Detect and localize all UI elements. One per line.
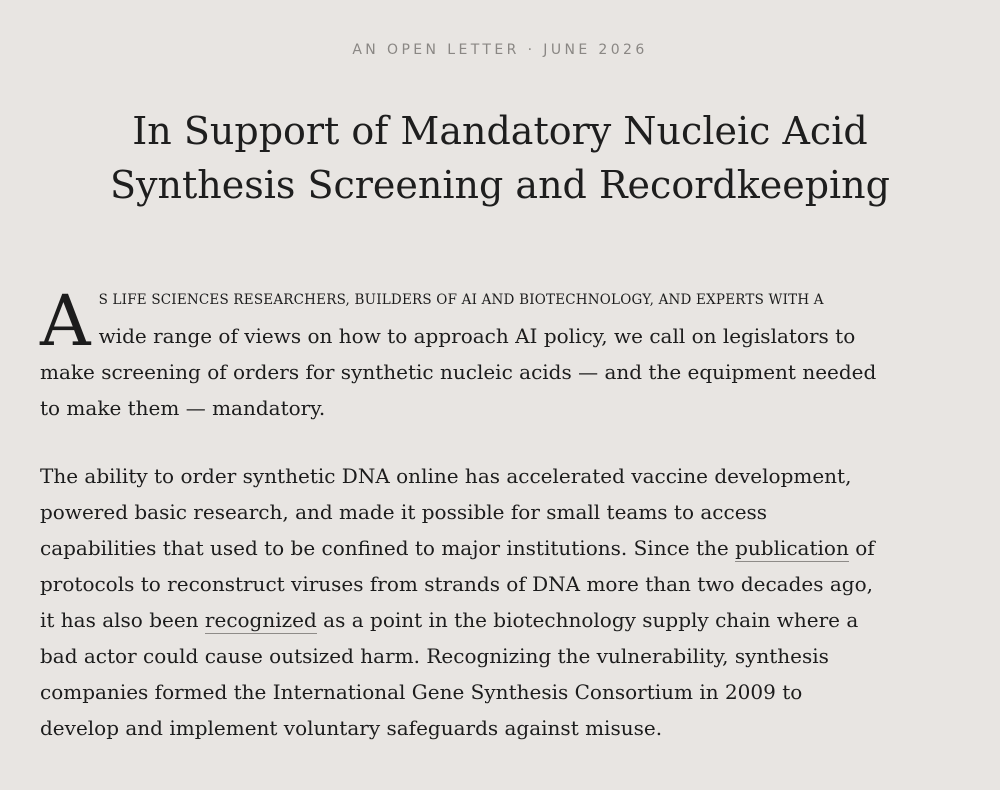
body-line-8: develop and implement voluntary safeguards against misuse. <box>40 716 663 740</box>
intro-paragraph <box>40 282 962 426</box>
body-line-5 <box>40 602 962 638</box>
drop-cap: A <box>40 280 91 362</box>
body-line-5-pre: it has also been <box>40 608 205 632</box>
page-title: In Support of Mandatory Nucleic Acid Synthesis Screening and Recordkeeping <box>110 109 890 207</box>
publication-link[interactable]: publication <box>735 536 849 560</box>
body-line-3-pre: capabilities that used to be confined to major institutions. Since the <box>40 536 736 560</box>
body-paragraph <box>40 458 962 746</box>
recognized-link[interactable]: recognized <box>204 608 317 632</box>
body-line-6: bad actor could cause outsized harm. Recognizing the vulnerability, synthesis <box>40 644 829 668</box>
body-line-3-post: of <box>848 536 875 560</box>
intro-line-4: to make them — mandatory. <box>40 396 326 420</box>
body-line-3 <box>40 530 962 566</box>
body-line-4: protocols to reconstruct viruses from strands of DNA more than two decades ago, <box>40 572 873 596</box>
intro-line-1: S LIFE SCIENCES RESEARCHERS, BUILDERS OF AI AND BIOTECHNOLOGY, AND EXPERTS WITH A <box>98 292 824 308</box>
body-line-5-post: as a point in the biotechnology supply chain where a <box>316 608 859 632</box>
body-line-2: powered basic research, and made it possible for small teams to access <box>40 500 768 524</box>
body-line-7: companies formed the International Gene Synthesis Consortium in 2009 to <box>40 680 803 704</box>
letter-kicker: AN OPEN LETTER · JUNE 2026 <box>352 42 648 58</box>
body-line-1: The ability to order synthetic DNA online has accelerated vaccine development, <box>40 464 852 488</box>
intro-line-2: wide range of views on how to approach AI policy, we call on legislators to <box>98 324 856 348</box>
intro-line-3: make screening of orders for synthetic nucleic acids — and the equipment needed <box>40 360 877 384</box>
